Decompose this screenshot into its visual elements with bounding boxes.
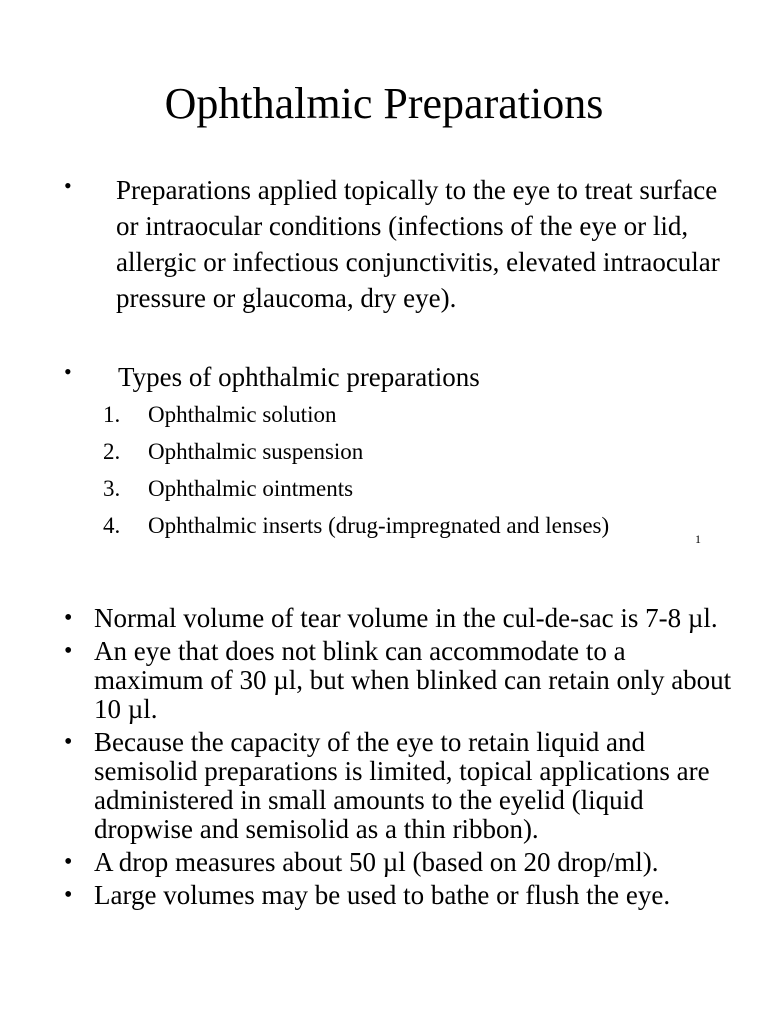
list-number: 1.: [103, 402, 121, 427]
bullet-text-types-heading: Types of ophthalmic preparations: [118, 362, 480, 392]
bullet-item: [0, 881, 768, 910]
numbered-list-item: [0, 436, 768, 473]
bullet-item: [0, 637, 768, 724]
page-number: 1: [695, 532, 701, 546]
bullet-marker: •: [64, 849, 73, 875]
bullet-item: [0, 604, 768, 633]
slide-2: [0, 560, 768, 1024]
slide-title: Ophthalmic Preparations: [164, 79, 604, 128]
list-item-label: Ophthalmic solution: [148, 402, 337, 427]
bullet-marker: •: [64, 638, 73, 664]
list-number: 4.: [103, 513, 121, 538]
numbered-list-item: [0, 399, 768, 436]
list-item-label: Ophthalmic suspension: [148, 439, 364, 464]
list-item-label: Ophthalmic inserts (drug-impregnated and lenses): [148, 513, 610, 538]
bullet-list: [0, 604, 768, 914]
bullet-marker: •: [64, 605, 73, 631]
bullet-item: [0, 728, 768, 844]
bullet-marker: •: [64, 882, 73, 908]
list-number: 2.: [103, 439, 121, 464]
bullet-item: [0, 848, 768, 877]
bullet-marker: •: [64, 729, 73, 755]
numbered-list-item: [0, 510, 768, 547]
list-item-label: Ophthalmic ointments: [148, 476, 354, 501]
numbered-list-item: [0, 473, 768, 510]
bullet-text: Large volumes may be used to bathe or flush the eye.: [94, 880, 671, 910]
bullet-text: An eye that does not blink can accommodate to a maximum of 30 µl, but when blinked can retain only about 10 µl.: [94, 636, 732, 724]
bullet-text: Normal volume of tear volume in the cul-de-sac is 7-8 µl.: [94, 603, 718, 633]
bullet-text: Because the capacity of the eye to retain liquid and semisolid preparations is limited, topical applications are administered in small amounts to the eyelid (liquid dropwise and semisolid as a thin ribbon).: [94, 727, 710, 844]
list-number: 3.: [103, 476, 121, 501]
bullet-marker: •: [64, 173, 72, 198]
bullet-text-definition: Preparations applied topically to the eye to treat surface or intraocular conditions (infections of the eye or lid, allergic or infectious conjunctivitis, elevated intraocular pressure or glaucoma, dry eye).: [116, 175, 720, 313]
bullet-marker: •: [64, 359, 72, 384]
bullet-text: A drop measures about 50 µl (based on 20 drop/ml).: [94, 847, 659, 877]
